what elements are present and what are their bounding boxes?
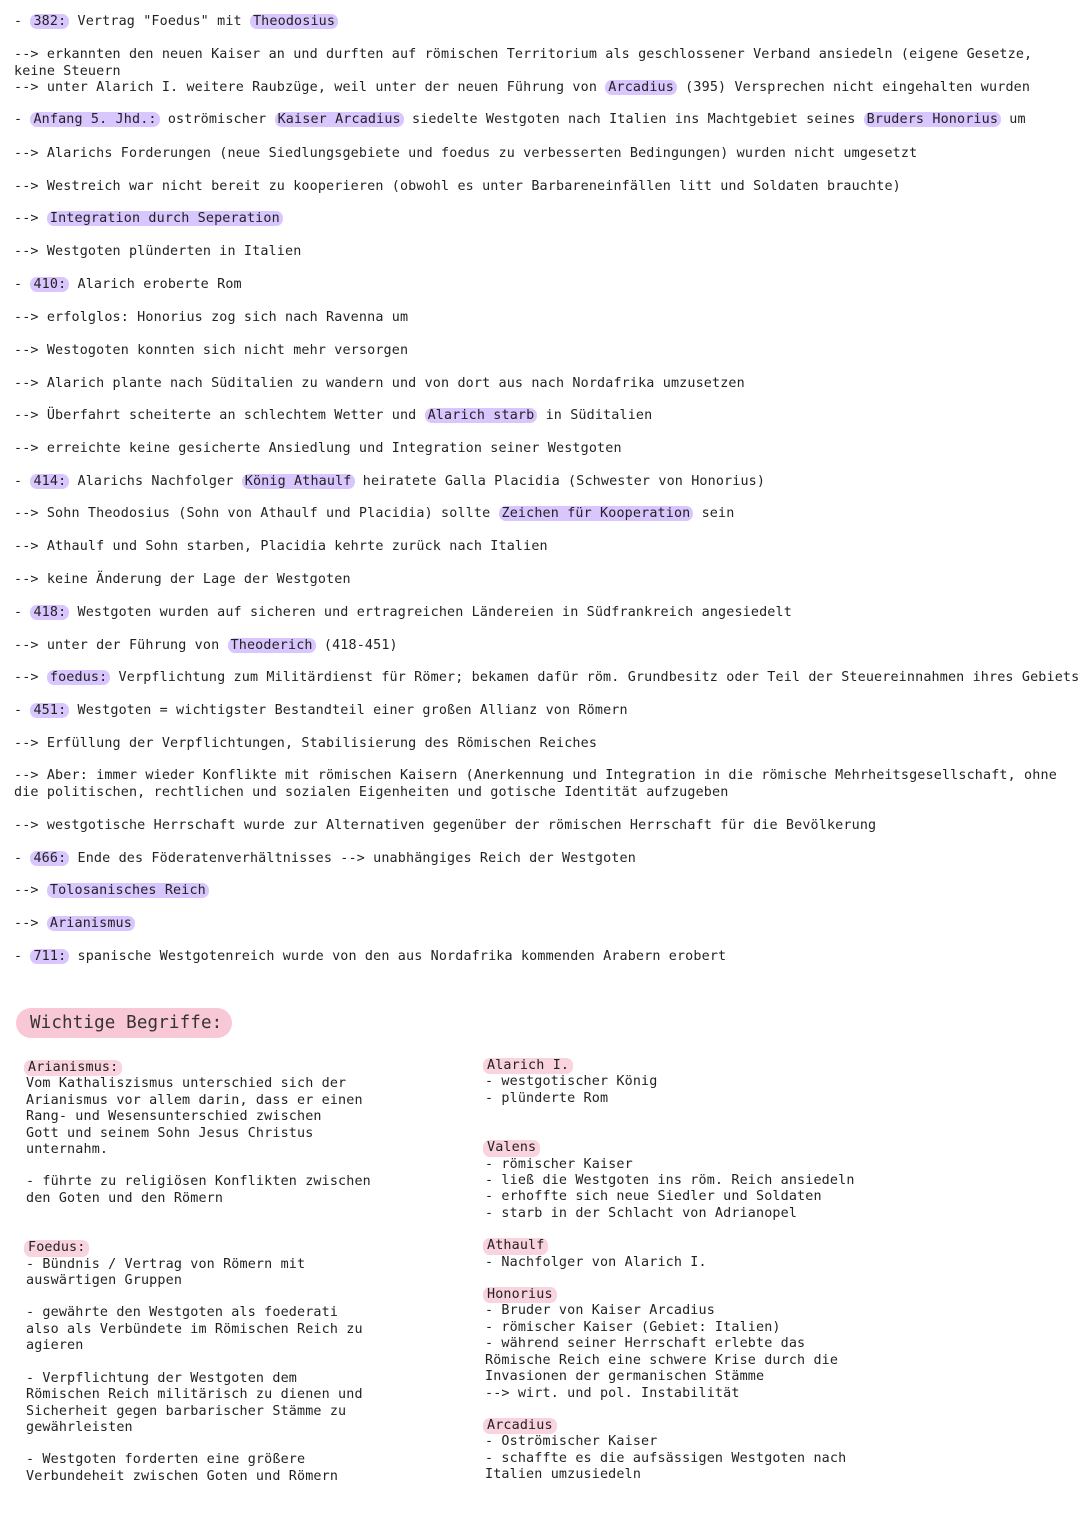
term-line: agieren: [26, 1338, 84, 1354]
highlight: Theodosius: [250, 14, 338, 29]
note-line: [14, 14, 1062, 31]
note-text: Vertrag "Foedus" mit: [69, 14, 250, 29]
term-line: - Verpflichtung der Westgoten dem: [26, 1370, 297, 1386]
note-text: heiratete Galla Placidia (Schwester von Honorius): [354, 474, 766, 489]
note-text: siedelte Westgoten nach Italien ins Machtgebiet seines: [403, 112, 864, 127]
term-line: - erhoffte sich neue Siedler und Soldaten: [485, 1189, 822, 1205]
highlight: 711:: [30, 949, 69, 964]
term-line: Arianismus vor allem darin, dass er einen: [26, 1092, 363, 1108]
highlight: Alarich starb: [425, 408, 538, 423]
term-entry: [485, 1418, 865, 1484]
term-line: - Oströmischer Kaiser: [485, 1434, 658, 1450]
highlight: foedus:: [47, 670, 110, 685]
note-line: [14, 211, 1062, 228]
note-text: -: [14, 605, 31, 620]
note-text: sein: [693, 506, 735, 521]
term-line: Gott und seinem Sohn Jesus Christus: [26, 1125, 314, 1141]
note-text: --> Sohn Theodosius (Sohn von Athaulf und Placidia) sollte: [14, 506, 499, 521]
term-line: --> wirt. und pol. Instabilität: [485, 1385, 740, 1401]
note-text: -: [14, 14, 31, 29]
note-text: (395) Versprechen nicht eingehalten wurden: [676, 80, 1031, 95]
term-entry: [26, 1060, 376, 1207]
note-text: --> Alarichs Forderungen (neue Siedlungsgebiete und foedus zu verbesserten Bedingungen) wurden nicht umgesetzt: [14, 146, 918, 161]
note-text: -->: [14, 916, 47, 931]
note-text: --> erreichte keine gesicherte Ansiedlung und Integration seiner Westgoten: [14, 441, 622, 456]
term-line: Italien umzusiedeln: [485, 1467, 642, 1483]
highlight: Theoderich: [228, 638, 316, 653]
term-line: Verbundeheit zwischen Goten und Römern: [26, 1468, 339, 1484]
note-text: --> Aber: immer wieder Konflikte mit römischen Kaisern (Anerkennung und Integration in die römische Mehrheitsgesellschaft, ohne die politischen, rechtlichen und sozialen Eigenheiten und gotische Identität aufzugeben: [14, 768, 1057, 800]
note-text: --> Athaulf und Sohn starben, Placidia kehrte zurück nach Italien: [14, 539, 548, 554]
term-entry: [485, 1140, 865, 1222]
term-line: - plünderte Rom: [485, 1090, 609, 1106]
term-heading: Alarich I.: [483, 1058, 573, 1074]
note-text: --> erfolglos: Honorius zog sich nach Ravenna um: [14, 310, 409, 325]
note-line: [14, 670, 1080, 687]
note-text: --> unter Alarich I. weitere Raubzüge, weil unter der neuen Führung von: [14, 80, 606, 95]
note-line: [14, 703, 1062, 720]
term-line: den Goten und den Römern: [26, 1190, 224, 1206]
note-text: in Süditalien: [537, 408, 653, 423]
highlight: König Athaulf: [242, 474, 355, 489]
note-text: --> Überfahrt scheiterte an schlechtem Wetter und: [14, 408, 425, 423]
term-line: - römischer Kaiser (Gebiet: Italien): [485, 1319, 781, 1335]
highlight: 466:: [30, 851, 69, 866]
highlight: Arianismus: [47, 916, 135, 931]
note-line: [14, 277, 1062, 294]
highlight: Tolosanisches Reich: [47, 883, 209, 898]
highlight: Zeichen für Kooperation: [499, 506, 694, 521]
note-line: [14, 949, 1062, 966]
note-line: [14, 818, 1062, 835]
note-text: -: [14, 277, 31, 292]
note-text: -: [14, 949, 31, 964]
highlight: Arcadius: [605, 80, 677, 95]
term-line: gewährleisten: [26, 1419, 133, 1435]
term-entry: [485, 1287, 865, 1402]
note-text: -: [14, 851, 31, 866]
note-text: --> unter der Führung von: [14, 638, 228, 653]
term-line: also als Verbündete im Römischen Reich zu: [26, 1321, 363, 1337]
term-heading: Arianismus:: [24, 1060, 122, 1076]
term-line: Vom Kathaliszismus unterschied sich der: [26, 1076, 347, 1092]
highlight: 451:: [30, 703, 69, 718]
term-heading: Athaulf: [483, 1238, 548, 1254]
note-text: Westgoten = wichtigster Bestandteil einer großen Allianz von Römern: [69, 703, 628, 718]
highlight: Anfang 5. Jhd.:: [30, 112, 159, 127]
highlight: 382:: [30, 14, 69, 29]
note-text: --> erkannten den neuen Kaiser an und durften auf römischen Territorium als geschlossener Verband ansiedeln (eigene Gesetze, keine Steuern: [14, 47, 1033, 79]
note-line: [14, 916, 1062, 933]
note-line: [14, 605, 1062, 622]
highlight: Kaiser Arcadius: [275, 112, 404, 127]
note-text: -->: [14, 670, 47, 685]
term-entry: [26, 1240, 376, 1485]
note-line: [14, 310, 1062, 327]
term-line: auswärtigen Gruppen: [26, 1273, 183, 1289]
term-line: - starb in der Schlacht von Adrianopel: [485, 1205, 798, 1221]
note-text: --> Erfüllung der Verpflichtungen, Stabilisierung des Römischen Reiches: [14, 736, 598, 751]
note-text: Alarichs Nachfolger: [69, 474, 242, 489]
note-text: Verpflichtung zum Militärdienst für Römer; bekamen dafür röm. Grundbesitz oder Teil der Steuereinnahmen ihres Gebiets: [110, 670, 1080, 685]
note-line: [14, 572, 1062, 589]
term-line: - führte zu religiösen Konflikten zwischen: [26, 1174, 371, 1190]
term-line: - gewährte den Westgoten als foederati: [26, 1305, 339, 1321]
note-line: [14, 244, 1062, 261]
term-entry: [485, 1238, 865, 1271]
note-text: spanische Westgotenreich wurde von den aus Nordafrika kommenden Arabern erobert: [69, 949, 727, 964]
term-entry: [485, 1058, 865, 1107]
highlight: 418:: [30, 605, 69, 620]
note-text: um: [1001, 112, 1026, 127]
note-line: [14, 343, 1062, 360]
term-line: Rang- und Wesensunterschied zwischen: [26, 1109, 322, 1125]
note-line: [14, 474, 1062, 491]
note-text: -: [14, 703, 31, 718]
note-line: [14, 146, 1062, 163]
highlight: Bruders Honorius: [864, 112, 1001, 127]
note-line: [14, 47, 1062, 80]
note-line: [14, 883, 1062, 900]
term-line: - Bündnis / Vertrag von Römern mit: [26, 1256, 306, 1272]
note-text: -: [14, 474, 31, 489]
terms-right-column: [485, 1058, 865, 1484]
note-text: --> Westgoten plünderten in Italien: [14, 244, 302, 259]
note-text: --> Alarich plante nach Süditalien zu wandern und von dort aus nach Nordafrika umzusetzen: [14, 376, 745, 391]
highlight: 414:: [30, 474, 69, 489]
term-line: - Westgoten forderten eine größere: [26, 1452, 306, 1468]
note-line: [14, 736, 1062, 753]
note-line: [14, 638, 1062, 655]
term-heading: Arcadius: [483, 1418, 557, 1434]
note-text: Ende des Föderatenverhältnisses --> unabhängiges Reich der Westgoten: [69, 851, 636, 866]
term-line: Invasionen der germanischen Stämme: [485, 1369, 765, 1385]
term-line: - westgotischer König: [485, 1074, 658, 1090]
note-text: --> westgotische Herrschaft wurde zur Alternativen gegenüber der römischen Herrschaft für die Bevölkerung: [14, 818, 877, 833]
term-line: Römischen Reich militärisch zu dienen und: [26, 1387, 363, 1403]
term-line: - Nachfolger von Alarich I.: [485, 1254, 707, 1270]
section-title: Wichtige Begriffe:: [16, 1008, 232, 1038]
note-line: [14, 506, 1062, 523]
term-line: - während seiner Herrschaft erlebte das: [485, 1336, 806, 1352]
note-line: [14, 179, 1062, 196]
note-line: [14, 80, 1062, 97]
note-text: -->: [14, 211, 47, 226]
note-line: [14, 376, 1062, 393]
term-line: unternahm.: [26, 1142, 109, 1158]
term-heading: Honorius: [483, 1287, 557, 1303]
term-line: Römische Reich eine schwere Krise durch die: [485, 1352, 839, 1368]
note-line: [14, 441, 1062, 458]
term-line: - schaffte es die aufsässigen Westgoten nach: [485, 1450, 847, 1466]
note-text: -: [14, 112, 31, 127]
note-text: oströmischer: [159, 112, 275, 127]
term-heading: Valens: [483, 1140, 540, 1156]
note-text: --> keine Änderung der Lage der Westgoten: [14, 572, 351, 587]
note-text: --> Westreich war nicht bereit zu kooperieren (obwohl es unter Barbareneinfällen litt und Soldaten brauchte): [14, 179, 901, 194]
note-line: [14, 408, 1062, 425]
term-line: - ließ die Westgoten ins röm. Reich ansiedeln: [485, 1173, 855, 1189]
note-line: [14, 112, 1062, 129]
note-text: Westgoten wurden auf sicheren und ertragreichen Ländereien in Südfrankreich angesiedelt: [69, 605, 792, 620]
term-line: - Bruder von Kaiser Arcadius: [485, 1303, 715, 1319]
note-text: (418-451): [315, 638, 398, 653]
terms-left-column: [26, 1060, 376, 1485]
highlight: Integration durch Seperation: [47, 211, 283, 226]
highlight: 410:: [30, 277, 69, 292]
note-text: Alarich eroberte Rom: [69, 277, 242, 292]
term-line: Sicherheit gegen barbarischer Stämme zu: [26, 1403, 347, 1419]
note-text: -->: [14, 883, 47, 898]
note-line: [14, 851, 1062, 868]
note-line: [14, 768, 1062, 801]
note-text: --> Westogoten konnten sich nicht mehr versorgen: [14, 343, 409, 358]
term-heading: Foedus:: [24, 1240, 89, 1256]
note-line: [14, 539, 1062, 556]
term-line: - römischer Kaiser: [485, 1156, 633, 1172]
